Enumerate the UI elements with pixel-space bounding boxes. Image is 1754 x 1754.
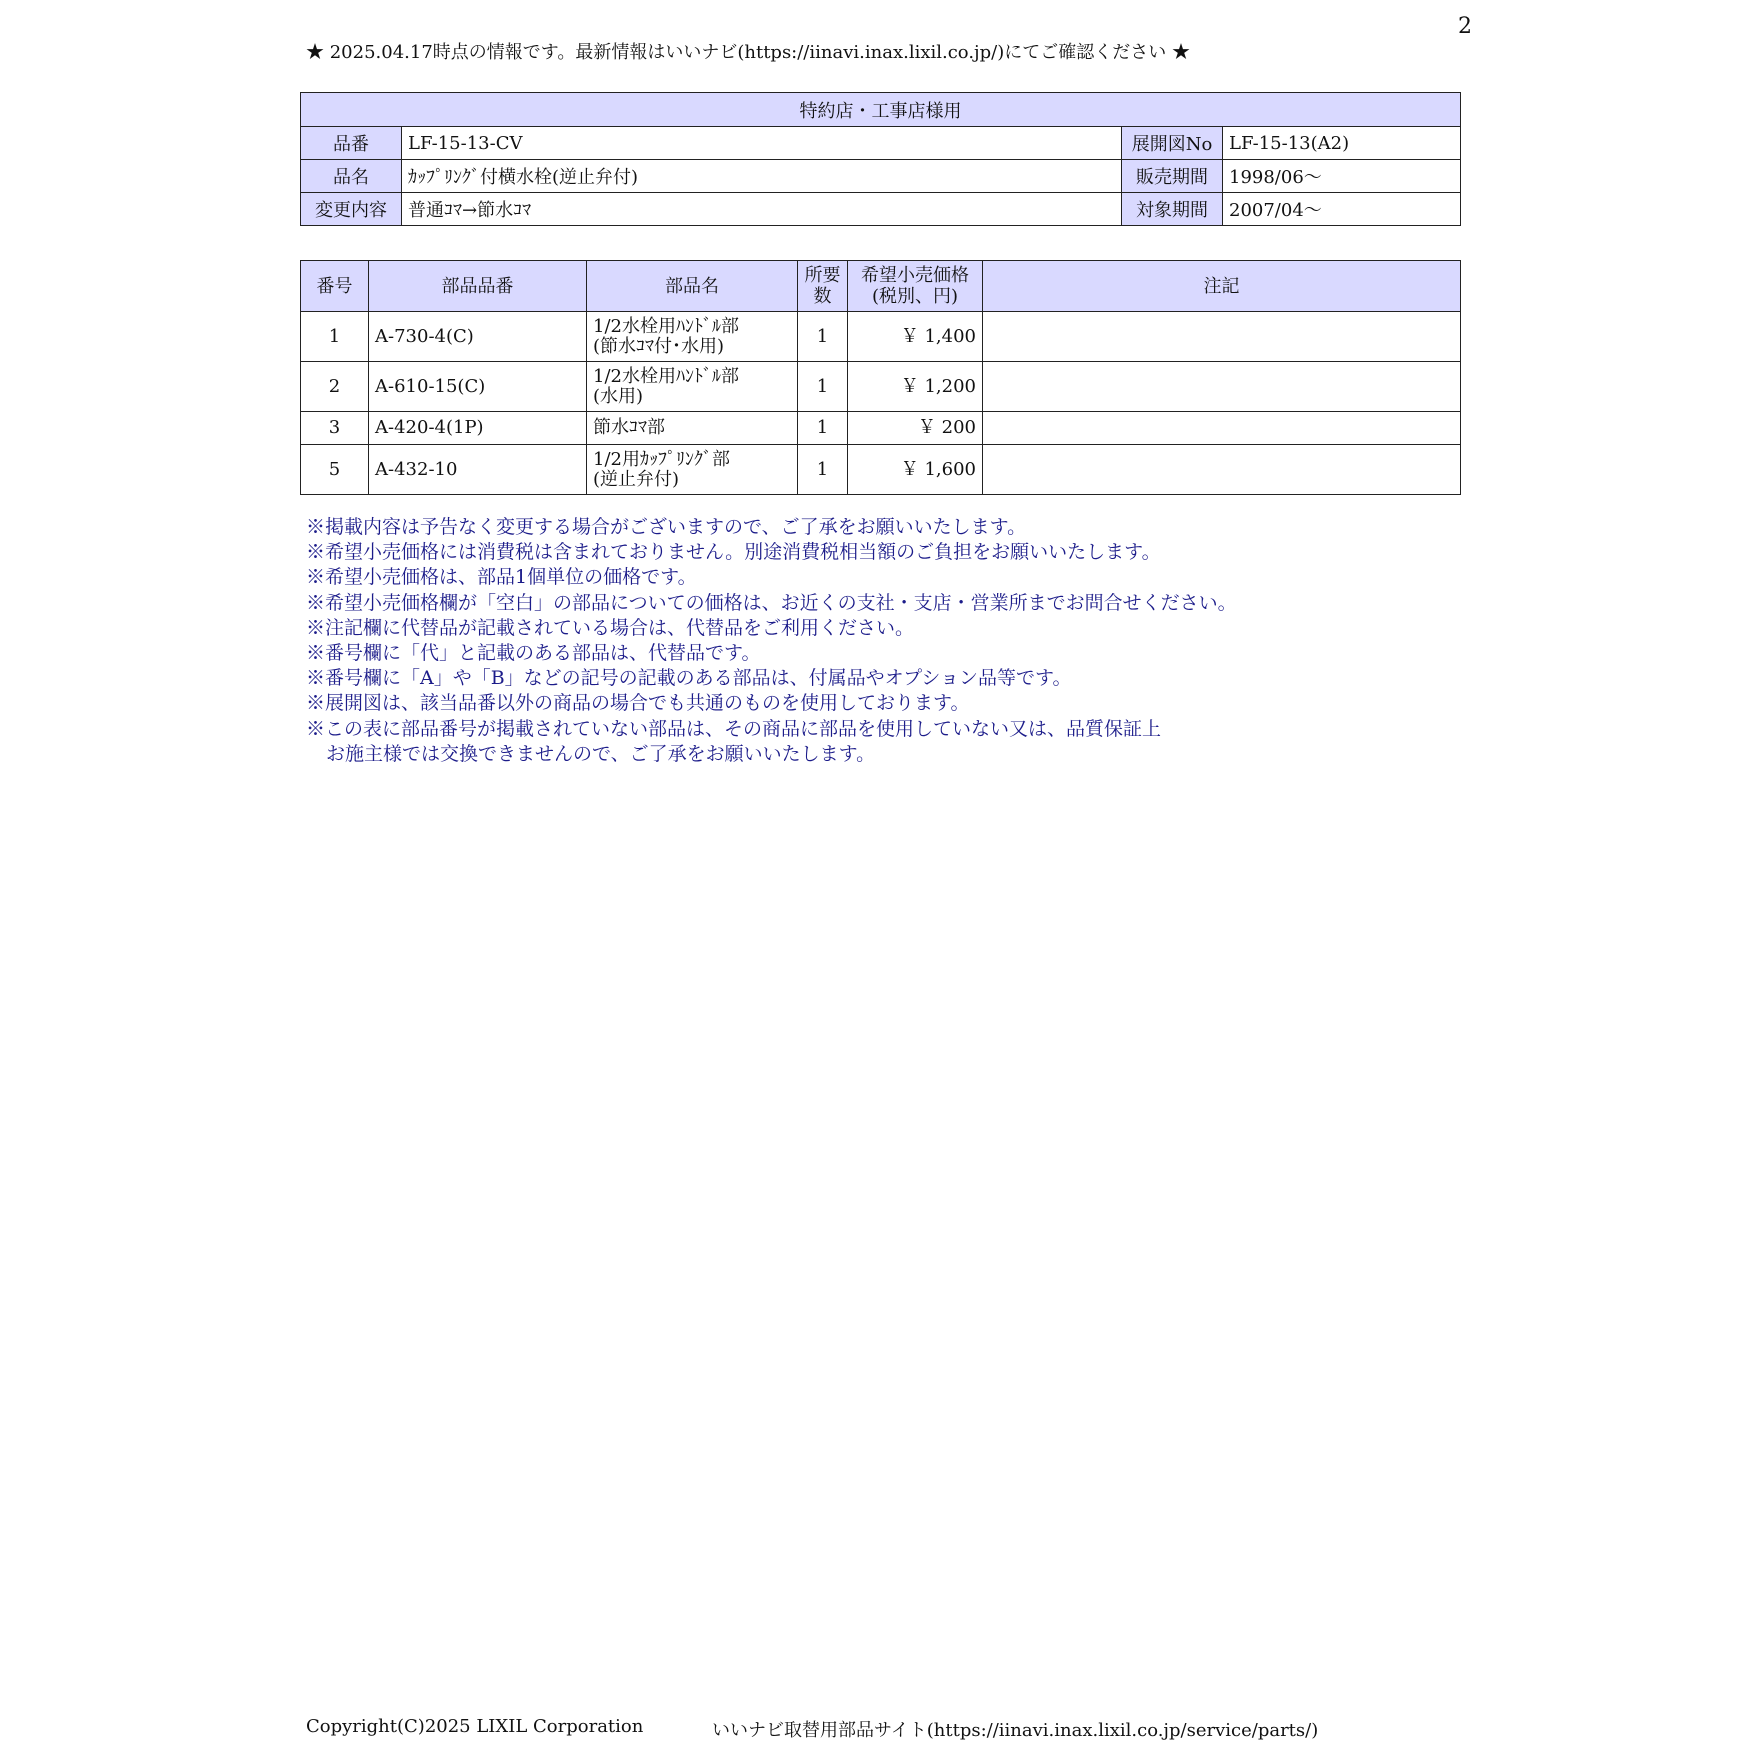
part-note bbox=[983, 362, 1461, 412]
col-header-quantity bbox=[798, 261, 848, 312]
part-note bbox=[983, 445, 1461, 495]
change-content-label: 変更内容 bbox=[301, 193, 402, 226]
part-number: 3 bbox=[301, 412, 369, 445]
note-line: ※番号欄に「A」や「B」などの記号の記載のある部品は、付属品やオプション品等です。 bbox=[306, 667, 1072, 690]
note-line: ※希望小売価格欄が「空白」の部品についての価格は、お近くの支社・支店・営業所までお問合せください。 bbox=[306, 591, 1237, 614]
part-code: A-420-4(1P) bbox=[369, 412, 587, 445]
info-date-notice: ★ 2025.04.17時点の情報です。最新情報はいいナビ(https://iinavi.inax.lixil.co.jp/)にてご確認ください ★ bbox=[306, 42, 1190, 63]
part-quantity: 1 bbox=[798, 312, 848, 362]
part-code: A-730-4(C) bbox=[369, 312, 587, 362]
table-row bbox=[301, 362, 1461, 412]
part-note bbox=[983, 412, 1461, 445]
site-reference: いいナビ取替用部品サイト(https://iinavi.inax.lixil.co.jp/service/parts/) bbox=[712, 1720, 1319, 1741]
col-header-quantity-line2: 数 bbox=[813, 286, 832, 307]
part-quantity: 1 bbox=[798, 412, 848, 445]
part-price: ￥ 200 bbox=[848, 412, 983, 445]
page-number: 2 bbox=[1458, 14, 1472, 39]
part-code: A-610-15(C) bbox=[369, 362, 587, 412]
target-period-value: 2007/04〜 bbox=[1223, 193, 1461, 226]
part-name bbox=[587, 445, 798, 495]
part-number: 5 bbox=[301, 445, 369, 495]
product-name-label: 品名 bbox=[301, 160, 402, 193]
table-row bbox=[301, 445, 1461, 495]
audience-title: 特約店・工事店様用 bbox=[301, 93, 1461, 127]
target-period-label: 対象期間 bbox=[1122, 193, 1223, 226]
disclaimer-notes bbox=[306, 515, 1237, 767]
col-header-price-line2: (税別、円) bbox=[871, 286, 959, 307]
part-quantity: 1 bbox=[798, 362, 848, 412]
part-price: ￥ 1,400 bbox=[848, 312, 983, 362]
note-line: お施主様では交換できませんので、ご了承をお願いいたします。 bbox=[326, 742, 876, 765]
sales-period-label: 販売期間 bbox=[1122, 160, 1223, 193]
note-line: ※この表に部品番号が掲載されていない部品は、その商品に部品を使用していない又は、品質保証上 bbox=[306, 717, 1162, 740]
col-header-price-line1: 希望小売価格 bbox=[861, 265, 969, 286]
part-name bbox=[587, 412, 798, 445]
col-header-number: 番号 bbox=[301, 261, 369, 312]
part-price: ￥ 1,200 bbox=[848, 362, 983, 412]
part-name-line1: 1/2水栓用ﾊﾝﾄﾞﾙ部 bbox=[593, 365, 739, 387]
part-name-line2: (逆止弁付) bbox=[593, 468, 680, 490]
diagram-no-value: LF-15-13(A2) bbox=[1223, 127, 1461, 160]
sales-period-value: 1998/06〜 bbox=[1223, 160, 1461, 193]
part-price: ￥ 1,600 bbox=[848, 445, 983, 495]
col-header-part-name: 部品名 bbox=[587, 261, 798, 312]
part-name-line1: 1/2用ｶｯﾌﾟﾘﾝｸﾞ部 bbox=[593, 448, 730, 470]
note-line: ※展開図は、該当品番以外の商品の場合でも共通のものを使用しております。 bbox=[306, 692, 970, 715]
part-note bbox=[983, 312, 1461, 362]
part-name-line2: (水用) bbox=[593, 385, 644, 407]
product-code-value: LF-15-13-CV bbox=[402, 127, 1122, 160]
note-line: ※番号欄に「代」と記載のある部品は、代替品です。 bbox=[306, 642, 761, 665]
copyright: Copyright(C)2025 LIXIL Corporation bbox=[306, 1716, 644, 1737]
note-line: ※希望小売価格には消費税は含まれておりません。別途消費税相当額のご負担をお願いいたします。 bbox=[306, 541, 1161, 564]
part-name-line1: 1/2水栓用ﾊﾝﾄﾞﾙ部 bbox=[593, 315, 739, 337]
product-code-label: 品番 bbox=[301, 127, 402, 160]
note-line: ※注記欄に代替品が記載されている場合は、代替品をご利用ください。 bbox=[306, 616, 915, 639]
col-header-quantity-line1: 所要 bbox=[804, 265, 841, 286]
col-header-price bbox=[848, 261, 983, 312]
part-number: 1 bbox=[301, 312, 369, 362]
table-row bbox=[301, 412, 1461, 445]
part-code: A-432-10 bbox=[369, 445, 587, 495]
product-name-value: ｶｯﾌﾟﾘﾝｸﾞ付横水栓(逆止弁付) bbox=[402, 160, 1122, 193]
product-info-table bbox=[300, 92, 1461, 226]
part-name-line2: (節水ｺﾏ付･水用) bbox=[593, 335, 725, 357]
part-quantity: 1 bbox=[798, 445, 848, 495]
change-content-value: 普通ｺﾏ→節水ｺﾏ bbox=[402, 193, 1122, 226]
part-number: 2 bbox=[301, 362, 369, 412]
part-name bbox=[587, 312, 798, 362]
diagram-no-label: 展開図No bbox=[1122, 127, 1223, 160]
part-name-line1: 節水ｺﾏ部 bbox=[593, 417, 665, 438]
note-line: ※希望小売価格は、部品1個単位の価格です。 bbox=[306, 566, 697, 589]
col-header-part-code: 部品品番 bbox=[369, 261, 587, 312]
parts-table bbox=[300, 260, 1461, 495]
note-line: ※掲載内容は予告なく変更する場合がございますので、ご了承をお願いいたします。 bbox=[306, 516, 1027, 538]
col-header-note: 注記 bbox=[983, 261, 1461, 312]
table-row bbox=[301, 312, 1461, 362]
part-name bbox=[587, 362, 798, 412]
